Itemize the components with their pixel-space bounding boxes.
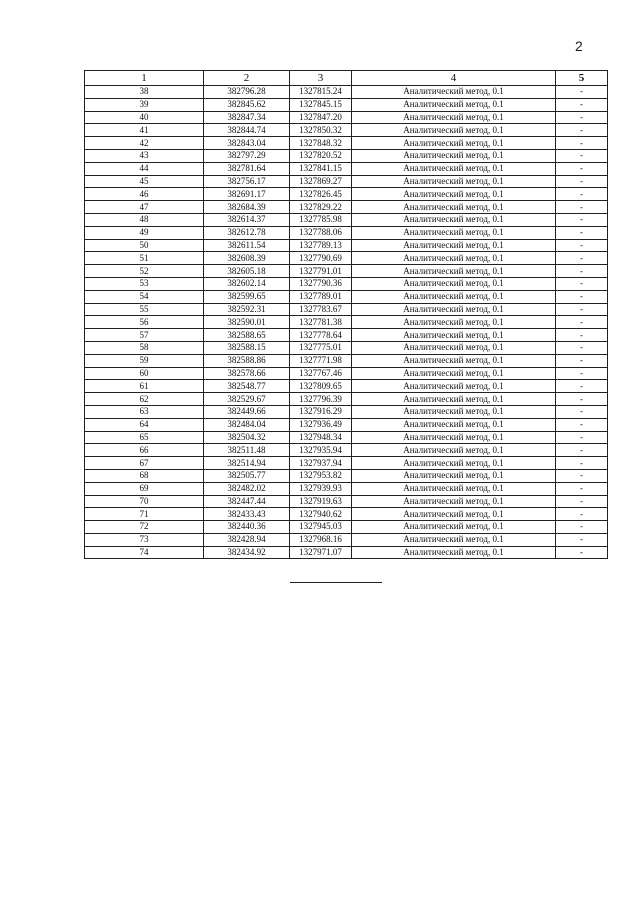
- x-coordinate-cell: 382548.77: [204, 380, 290, 393]
- method-cell: Аналитический метод, 0.1: [352, 277, 556, 290]
- point-number-cell: 55: [85, 303, 204, 316]
- y-coordinate-cell: 1327778.64: [290, 329, 352, 342]
- table-row: [85, 405, 608, 418]
- method-cell: Аналитический метод, 0.1: [352, 149, 556, 162]
- col-5-cell: -: [556, 252, 608, 265]
- method-cell: Аналитический метод, 0.1: [352, 482, 556, 495]
- table-header: [85, 71, 608, 86]
- method-cell: Аналитический метод, 0.1: [352, 533, 556, 546]
- point-number-cell: 61: [85, 380, 204, 393]
- y-coordinate-cell: 1327789.13: [290, 239, 352, 252]
- point-number-cell: 52: [85, 265, 204, 278]
- col-5-cell: -: [556, 508, 608, 521]
- y-coordinate-cell: 1327848.32: [290, 137, 352, 150]
- method-cell: Аналитический метод, 0.1: [352, 303, 556, 316]
- table-row: [85, 533, 608, 546]
- col-5-cell: -: [556, 277, 608, 290]
- x-coordinate-cell: 382440.36: [204, 521, 290, 534]
- method-cell: Аналитический метод, 0.1: [352, 431, 556, 444]
- point-number-cell: 49: [85, 226, 204, 239]
- method-cell: Аналитический метод, 0.1: [352, 444, 556, 457]
- table-row: [85, 482, 608, 495]
- table-row: [85, 213, 608, 226]
- table-row: [85, 124, 608, 137]
- y-coordinate-cell: 1327771.98: [290, 354, 352, 367]
- y-coordinate-cell: 1327971.07: [290, 546, 352, 559]
- point-number-cell: 73: [85, 533, 204, 546]
- y-coordinate-cell: 1327815.24: [290, 86, 352, 99]
- method-cell: Аналитический метод, 0.1: [352, 111, 556, 124]
- method-cell: Аналитический метод, 0.1: [352, 367, 556, 380]
- y-coordinate-cell: 1327916.29: [290, 405, 352, 418]
- col-5-cell: -: [556, 303, 608, 316]
- method-cell: Аналитический метод, 0.1: [352, 175, 556, 188]
- y-coordinate-cell: 1327850.32: [290, 124, 352, 137]
- table-row: [85, 303, 608, 316]
- col-5-cell: -: [556, 329, 608, 342]
- table-row: [85, 444, 608, 457]
- col-5-cell: -: [556, 226, 608, 239]
- point-number-cell: 66: [85, 444, 204, 457]
- point-number-cell: 48: [85, 213, 204, 226]
- method-cell: Аналитический метод, 0.1: [352, 265, 556, 278]
- table-row: [85, 265, 608, 278]
- method-cell: Аналитический метод, 0.1: [352, 98, 556, 111]
- x-coordinate-cell: 382843.04: [204, 137, 290, 150]
- x-coordinate-cell: 382514.94: [204, 457, 290, 470]
- y-coordinate-cell: 1327790.36: [290, 277, 352, 290]
- x-coordinate-cell: 382511.48: [204, 444, 290, 457]
- header-x-coordinate: 2: [204, 71, 290, 86]
- x-coordinate-cell: 382605.18: [204, 265, 290, 278]
- point-number-cell: 67: [85, 457, 204, 470]
- method-cell: Аналитический метод, 0.1: [352, 239, 556, 252]
- col-5-cell: -: [556, 418, 608, 431]
- point-number-cell: 40: [85, 111, 204, 124]
- y-coordinate-cell: 1327781.38: [290, 316, 352, 329]
- x-coordinate-cell: 382847.34: [204, 111, 290, 124]
- method-cell: Аналитический метод, 0.1: [352, 469, 556, 482]
- point-number-cell: 38: [85, 86, 204, 99]
- col-5-cell: -: [556, 124, 608, 137]
- table-row: [85, 226, 608, 239]
- point-number-cell: 56: [85, 316, 204, 329]
- col-5-cell: -: [556, 86, 608, 99]
- col-5-cell: -: [556, 265, 608, 278]
- x-coordinate-cell: 382433.43: [204, 508, 290, 521]
- y-coordinate-cell: 1327783.67: [290, 303, 352, 316]
- x-coordinate-cell: 382691.17: [204, 188, 290, 201]
- table-row: [85, 316, 608, 329]
- method-cell: Аналитический метод, 0.1: [352, 226, 556, 239]
- table-row: [85, 393, 608, 406]
- table-row: [85, 98, 608, 111]
- header-method: 4: [352, 71, 556, 86]
- table-row: [85, 149, 608, 162]
- point-number-cell: 43: [85, 149, 204, 162]
- method-cell: Аналитический метод, 0.1: [352, 201, 556, 214]
- col-5-cell: -: [556, 162, 608, 175]
- x-coordinate-cell: 382505.77: [204, 469, 290, 482]
- point-number-cell: 51: [85, 252, 204, 265]
- table-row: [85, 111, 608, 124]
- x-coordinate-cell: 382504.32: [204, 431, 290, 444]
- x-coordinate-cell: 382845.62: [204, 98, 290, 111]
- table-row: [85, 201, 608, 214]
- table-row: [85, 188, 608, 201]
- col-5-cell: -: [556, 175, 608, 188]
- method-cell: Аналитический метод, 0.1: [352, 508, 556, 521]
- col-5-cell: -: [556, 201, 608, 214]
- point-number-cell: 64: [85, 418, 204, 431]
- table-row: [85, 341, 608, 354]
- table-row: [85, 290, 608, 303]
- x-coordinate-cell: 382614.37: [204, 213, 290, 226]
- table-row: [85, 431, 608, 444]
- x-coordinate-cell: 382482.02: [204, 482, 290, 495]
- header-y-coordinate: 3: [290, 71, 352, 86]
- header-row: [85, 71, 608, 86]
- method-cell: Аналитический метод, 0.1: [352, 213, 556, 226]
- x-coordinate-cell: 382781.64: [204, 162, 290, 175]
- method-cell: Аналитический метод, 0.1: [352, 137, 556, 150]
- point-number-cell: 46: [85, 188, 204, 201]
- x-coordinate-cell: 382588.15: [204, 341, 290, 354]
- col-5-cell: -: [556, 444, 608, 457]
- point-number-cell: 42: [85, 137, 204, 150]
- x-coordinate-cell: 382592.31: [204, 303, 290, 316]
- col-5-cell: -: [556, 546, 608, 559]
- col-5-cell: -: [556, 482, 608, 495]
- col-5-cell: -: [556, 405, 608, 418]
- table-body: [85, 86, 608, 559]
- y-coordinate-cell: 1327820.52: [290, 149, 352, 162]
- method-cell: Аналитический метод, 0.1: [352, 252, 556, 265]
- point-number-cell: 60: [85, 367, 204, 380]
- point-number-cell: 59: [85, 354, 204, 367]
- table-row: [85, 546, 608, 559]
- y-coordinate-cell: 1327789.01: [290, 290, 352, 303]
- y-coordinate-cell: 1327796.39: [290, 393, 352, 406]
- method-cell: Аналитический метод, 0.1: [352, 188, 556, 201]
- method-cell: Аналитический метод, 0.1: [352, 329, 556, 342]
- point-number-cell: 47: [85, 201, 204, 214]
- y-coordinate-cell: 1327936.49: [290, 418, 352, 431]
- method-cell: Аналитический метод, 0.1: [352, 316, 556, 329]
- method-cell: Аналитический метод, 0.1: [352, 354, 556, 367]
- point-number-cell: 58: [85, 341, 204, 354]
- y-coordinate-cell: 1327809.65: [290, 380, 352, 393]
- x-coordinate-cell: 382590.01: [204, 316, 290, 329]
- y-coordinate-cell: 1327939.93: [290, 482, 352, 495]
- y-coordinate-cell: 1327841.15: [290, 162, 352, 175]
- x-coordinate-cell: 382796.28: [204, 86, 290, 99]
- table-row: [85, 354, 608, 367]
- point-number-cell: 72: [85, 521, 204, 534]
- method-cell: Аналитический метод, 0.1: [352, 405, 556, 418]
- col-5-cell: -: [556, 521, 608, 534]
- table-row: [85, 495, 608, 508]
- point-number-cell: 69: [85, 482, 204, 495]
- y-coordinate-cell: 1327919.63: [290, 495, 352, 508]
- y-coordinate-cell: 1327845.15: [290, 98, 352, 111]
- x-coordinate-cell: 382756.17: [204, 175, 290, 188]
- header-col-5: 5: [556, 71, 608, 86]
- point-number-cell: 53: [85, 277, 204, 290]
- y-coordinate-cell: 1327937.94: [290, 457, 352, 470]
- y-coordinate-cell: 1327968.16: [290, 533, 352, 546]
- table-row: [85, 86, 608, 99]
- point-number-cell: 44: [85, 162, 204, 175]
- col-5-cell: -: [556, 495, 608, 508]
- table-row: [85, 162, 608, 175]
- method-cell: Аналитический метод, 0.1: [352, 495, 556, 508]
- table-row: [85, 239, 608, 252]
- method-cell: Аналитический метод, 0.1: [352, 124, 556, 137]
- table-row: [85, 380, 608, 393]
- x-coordinate-cell: 382447.44: [204, 495, 290, 508]
- point-number-cell: 68: [85, 469, 204, 482]
- method-cell: Аналитический метод, 0.1: [352, 457, 556, 470]
- point-number-cell: 62: [85, 393, 204, 406]
- col-5-cell: -: [556, 533, 608, 546]
- col-5-cell: -: [556, 149, 608, 162]
- point-number-cell: 50: [85, 239, 204, 252]
- method-cell: Аналитический метод, 0.1: [352, 341, 556, 354]
- method-cell: Аналитический метод, 0.1: [352, 380, 556, 393]
- x-coordinate-cell: 382434.92: [204, 546, 290, 559]
- x-coordinate-cell: 382529.67: [204, 393, 290, 406]
- header-point-number: 1: [85, 71, 204, 86]
- page-number: 2: [575, 38, 583, 54]
- point-number-cell: 39: [85, 98, 204, 111]
- col-5-cell: -: [556, 98, 608, 111]
- y-coordinate-cell: 1327869.27: [290, 175, 352, 188]
- col-5-cell: -: [556, 380, 608, 393]
- table-row: [85, 521, 608, 534]
- col-5-cell: -: [556, 367, 608, 380]
- col-5-cell: -: [556, 469, 608, 482]
- point-number-cell: 74: [85, 546, 204, 559]
- col-5-cell: -: [556, 188, 608, 201]
- table-row: [85, 329, 608, 342]
- point-number-cell: 70: [85, 495, 204, 508]
- col-5-cell: -: [556, 111, 608, 124]
- col-5-cell: -: [556, 290, 608, 303]
- y-coordinate-cell: 1327948.34: [290, 431, 352, 444]
- x-coordinate-cell: 382602.14: [204, 277, 290, 290]
- x-coordinate-cell: 382588.65: [204, 329, 290, 342]
- x-coordinate-cell: 382449.66: [204, 405, 290, 418]
- x-coordinate-cell: 382797.29: [204, 149, 290, 162]
- x-coordinate-cell: 382428.94: [204, 533, 290, 546]
- method-cell: Аналитический метод, 0.1: [352, 418, 556, 431]
- col-5-cell: -: [556, 213, 608, 226]
- point-number-cell: 41: [85, 124, 204, 137]
- x-coordinate-cell: 382578.66: [204, 367, 290, 380]
- table-row: [85, 457, 608, 470]
- x-coordinate-cell: 382612.78: [204, 226, 290, 239]
- table-row: [85, 277, 608, 290]
- y-coordinate-cell: 1327788.06: [290, 226, 352, 239]
- y-coordinate-cell: 1327935.94: [290, 444, 352, 457]
- col-5-cell: -: [556, 431, 608, 444]
- col-5-cell: -: [556, 239, 608, 252]
- x-coordinate-cell: 382611.54: [204, 239, 290, 252]
- table-row: [85, 469, 608, 482]
- x-coordinate-cell: 382588.86: [204, 354, 290, 367]
- col-5-cell: -: [556, 341, 608, 354]
- table-row: [85, 137, 608, 150]
- table-row: [85, 418, 608, 431]
- coordinates-table: [84, 70, 608, 559]
- method-cell: Аналитический метод, 0.1: [352, 546, 556, 559]
- y-coordinate-cell: 1327775.01: [290, 341, 352, 354]
- y-coordinate-cell: 1327767.46: [290, 367, 352, 380]
- y-coordinate-cell: 1327791.01: [290, 265, 352, 278]
- y-coordinate-cell: 1327847.20: [290, 111, 352, 124]
- x-coordinate-cell: 382599.65: [204, 290, 290, 303]
- col-5-cell: -: [556, 137, 608, 150]
- point-number-cell: 65: [85, 431, 204, 444]
- y-coordinate-cell: 1327945.03: [290, 521, 352, 534]
- col-5-cell: -: [556, 316, 608, 329]
- point-number-cell: 45: [85, 175, 204, 188]
- table-row: [85, 508, 608, 521]
- y-coordinate-cell: 1327829.22: [290, 201, 352, 214]
- y-coordinate-cell: 1327953.82: [290, 469, 352, 482]
- method-cell: Аналитический метод, 0.1: [352, 521, 556, 534]
- end-divider-line: [290, 582, 382, 583]
- point-number-cell: 57: [85, 329, 204, 342]
- x-coordinate-cell: 382844.74: [204, 124, 290, 137]
- col-5-cell: -: [556, 354, 608, 367]
- col-5-cell: -: [556, 457, 608, 470]
- method-cell: Аналитический метод, 0.1: [352, 393, 556, 406]
- y-coordinate-cell: 1327790.69: [290, 252, 352, 265]
- table-row: [85, 367, 608, 380]
- method-cell: Аналитический метод, 0.1: [352, 86, 556, 99]
- y-coordinate-cell: 1327785.98: [290, 213, 352, 226]
- x-coordinate-cell: 382484.04: [204, 418, 290, 431]
- y-coordinate-cell: 1327940.62: [290, 508, 352, 521]
- table-row: [85, 252, 608, 265]
- method-cell: Аналитический метод, 0.1: [352, 290, 556, 303]
- col-5-cell: -: [556, 393, 608, 406]
- method-cell: Аналитический метод, 0.1: [352, 162, 556, 175]
- point-number-cell: 63: [85, 405, 204, 418]
- x-coordinate-cell: 382684.39: [204, 201, 290, 214]
- y-coordinate-cell: 1327826.45: [290, 188, 352, 201]
- point-number-cell: 71: [85, 508, 204, 521]
- x-coordinate-cell: 382608.39: [204, 252, 290, 265]
- point-number-cell: 54: [85, 290, 204, 303]
- table-row: [85, 175, 608, 188]
